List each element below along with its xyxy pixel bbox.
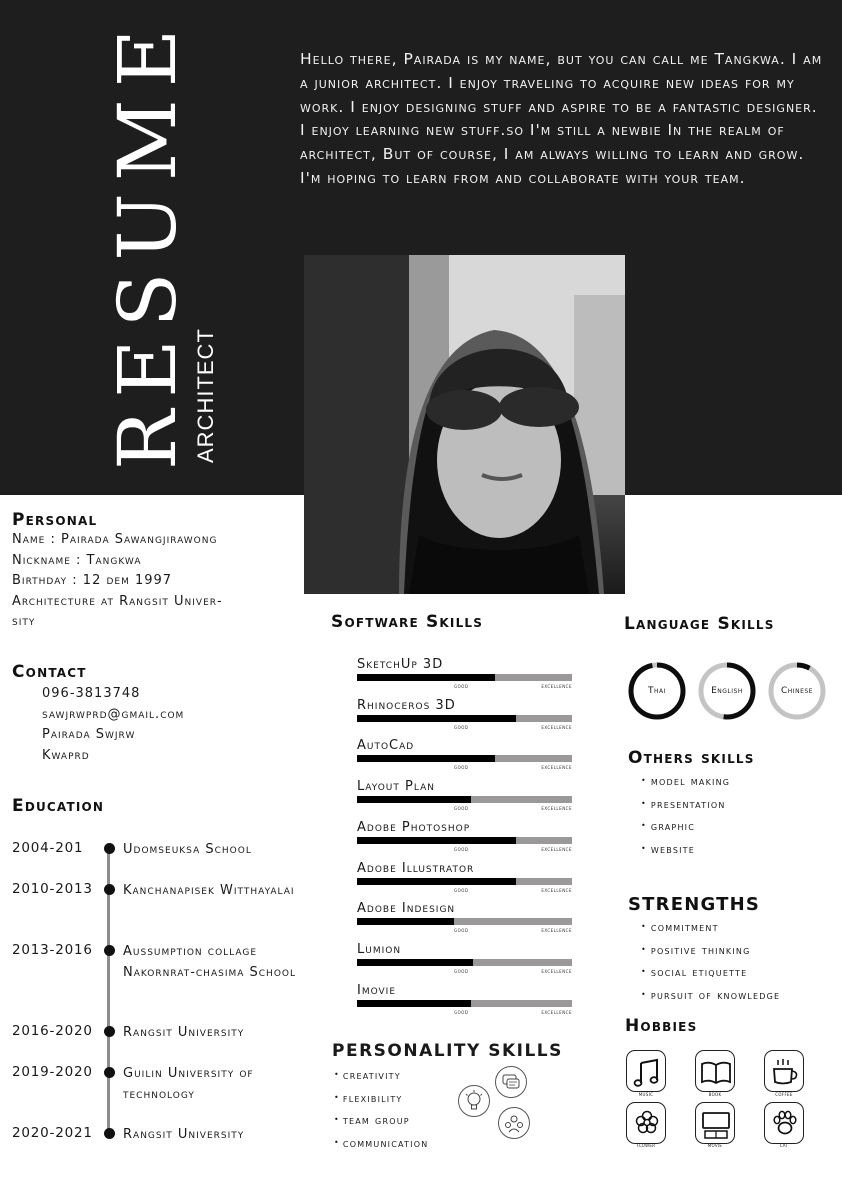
skill-scale-high: excellence bbox=[541, 845, 572, 853]
skill-scale-high: excellence bbox=[541, 886, 572, 894]
strength-item: • positive thinking bbox=[641, 940, 841, 963]
skill-scale-low: good bbox=[454, 1008, 469, 1016]
language-label: Thai bbox=[648, 686, 666, 696]
education-school: Aussumption collage Nakornrat-chasima School bbox=[123, 944, 297, 980]
music-note-icon bbox=[626, 1050, 666, 1092]
software-skill-row bbox=[357, 738, 572, 778]
skill-bar-track bbox=[357, 674, 572, 681]
skill-bar-fill bbox=[357, 918, 454, 925]
skill-bar-fill bbox=[357, 837, 516, 844]
software-skill-name: AutoCad bbox=[357, 738, 415, 754]
skill-bar-track bbox=[357, 837, 572, 844]
flower-icon bbox=[626, 1102, 666, 1144]
education-school: Guilin University of technology bbox=[123, 1066, 254, 1102]
personality-item: • team group bbox=[334, 1110, 474, 1133]
education-heading: Education bbox=[12, 796, 105, 816]
education-year: 2019-2020 bbox=[12, 1064, 93, 1080]
timeline-dot bbox=[104, 1067, 115, 1078]
others-item: • model making bbox=[641, 771, 841, 794]
skill-bar-fill bbox=[357, 959, 473, 966]
skill-scale-low: good bbox=[454, 723, 469, 731]
education-year: 2004-201 bbox=[12, 840, 84, 856]
skill-bar-fill bbox=[357, 674, 495, 681]
language-ring-chinese bbox=[767, 661, 827, 721]
contact-email[interactable]: sawjrwprd@gmail.com bbox=[42, 706, 185, 722]
software-skill-row bbox=[357, 657, 572, 697]
skill-bar-track bbox=[357, 755, 572, 762]
others-item: • graphic bbox=[641, 816, 841, 839]
personal-study: Architecture at Rangsit Univer- bbox=[12, 593, 223, 609]
hobby-label: movie bbox=[707, 1142, 723, 1149]
skill-bar-track bbox=[357, 1000, 572, 1007]
personal-section bbox=[12, 510, 302, 633]
skill-scale-low: good bbox=[454, 683, 469, 690]
skill-scale-high: excellence bbox=[541, 1008, 572, 1016]
software-skill-name: Rhinoceros 3D bbox=[357, 697, 456, 713]
hobbies-heading: Hobbies bbox=[625, 1016, 698, 1036]
skill-scale-low: good bbox=[454, 927, 469, 935]
software-skill-row bbox=[357, 698, 572, 738]
education-year: 2016-2020 bbox=[12, 1023, 93, 1039]
personality-item: • creativity bbox=[334, 1065, 474, 1088]
software-skill-name: Lumion bbox=[357, 941, 402, 957]
hobby-label: flower bbox=[636, 1142, 656, 1149]
software-skill-row bbox=[357, 983, 572, 1023]
language-ring-english bbox=[697, 661, 757, 721]
skill-bar-track bbox=[357, 796, 572, 803]
contact-social-name: Pairada Swjrw bbox=[42, 727, 136, 742]
software-skill-name: Layout Plan bbox=[357, 779, 435, 795]
software-skill-name: SketchUp 3D bbox=[357, 657, 444, 672]
skill-bar-track bbox=[357, 918, 572, 925]
personality-heading: PERSONALITY SKILLS bbox=[332, 1041, 563, 1061]
skill-bar-track bbox=[357, 715, 572, 722]
skill-scale-high: excellence bbox=[541, 927, 572, 935]
personal-name: Name : Pairada Sawangjirawong bbox=[12, 532, 218, 547]
skill-scale-low: good bbox=[454, 805, 469, 813]
others-item: • presentation bbox=[641, 794, 841, 817]
role-title: ARCHITECT bbox=[193, 328, 218, 463]
education-year: 2010-2013 bbox=[12, 881, 93, 897]
timeline-dot bbox=[104, 884, 115, 895]
skill-scale-low: good bbox=[454, 886, 469, 894]
strength-item: • social etiquette bbox=[641, 962, 841, 985]
personality-item: • communication bbox=[334, 1133, 474, 1156]
software-skill-name: Imovie bbox=[357, 982, 397, 998]
personal-birthday: Birthday : 12 dem 1997 bbox=[12, 573, 173, 588]
software-skill-row bbox=[357, 820, 572, 860]
software-skill-row bbox=[357, 861, 572, 901]
others-item: • website bbox=[641, 839, 841, 862]
paw-icon bbox=[764, 1102, 804, 1144]
education-school: Rangsit University bbox=[123, 1025, 245, 1040]
book-icon bbox=[695, 1050, 735, 1092]
intro-text: Hello there, Pairada is my name, but you can call me Tangkwa. I am a junior architect. I enjoy traveling to acquire new ideas for my work. I enjoy designing stuff and aspire to be a fantastic designer. I enjoy learning new stuff.so I'm still a newbie In the realm of architect, But of course, I am always willing to learn and grow. I'm hoping to learn from and collaborate with your team. bbox=[300, 50, 823, 187]
contact-handle: Kwaprd bbox=[42, 747, 90, 763]
language-label: Chinese bbox=[781, 686, 813, 696]
education-school: Rangsit University bbox=[123, 1127, 245, 1142]
personality-list bbox=[334, 1065, 474, 1155]
language-label: English bbox=[711, 686, 743, 696]
profile-photo bbox=[304, 255, 625, 594]
timeline-dot bbox=[104, 945, 115, 956]
software-skill-name: Adobe Illustrator bbox=[357, 860, 475, 876]
skill-scale-low: good bbox=[454, 764, 469, 772]
strength-item: • pursuit of knowledge bbox=[641, 985, 841, 1008]
education-school: Kanchanapisek Witthayalai bbox=[123, 883, 295, 898]
skill-scale-high: excellence bbox=[541, 967, 572, 975]
skill-bar-fill bbox=[357, 715, 516, 722]
strength-item: • commitment bbox=[641, 917, 841, 940]
education-year: 2020-2021 bbox=[12, 1125, 93, 1141]
chat-bubbles-icon bbox=[495, 1066, 527, 1098]
hobby-label: music bbox=[638, 1091, 654, 1098]
software-skill-row bbox=[357, 942, 572, 982]
timeline-dot bbox=[104, 1026, 115, 1037]
skill-scale-low: good bbox=[454, 967, 469, 975]
education-year: 2013-2016 bbox=[12, 942, 93, 958]
software-skill-row bbox=[357, 779, 572, 819]
software-skill-name: Adobe Indesign bbox=[357, 901, 456, 917]
skill-bar-track bbox=[357, 959, 572, 966]
language-ring-thai bbox=[627, 661, 687, 721]
contact-heading: Contact bbox=[12, 662, 87, 682]
team-icon bbox=[498, 1107, 530, 1139]
skill-bar-fill bbox=[357, 796, 471, 803]
software-skill-row bbox=[357, 901, 572, 941]
strengths-heading: STRENGTHS bbox=[628, 894, 761, 915]
contact-phone[interactable]: 096-3813748 bbox=[42, 686, 141, 701]
personal-nickname: Nickname : Tangkwa bbox=[12, 552, 142, 568]
personality-item: • flexibility bbox=[334, 1088, 474, 1111]
lightbulb-icon bbox=[458, 1085, 490, 1117]
tv-icon bbox=[695, 1102, 735, 1144]
hobby-label: cat bbox=[779, 1142, 789, 1149]
skill-scale-high: excellence bbox=[541, 764, 572, 772]
software-skill-name: Adobe Photoshop bbox=[357, 819, 471, 835]
others-heading: Others skills bbox=[628, 748, 755, 768]
personal-study-cont: sity bbox=[12, 614, 36, 629]
others-list bbox=[641, 771, 841, 861]
skill-scale-high: excellence bbox=[541, 723, 572, 731]
hobby-label: book bbox=[708, 1091, 722, 1098]
skill-bar-fill bbox=[357, 1000, 471, 1007]
strengths-list bbox=[641, 917, 841, 1007]
contact-section bbox=[12, 662, 302, 766]
personal-heading: Personal bbox=[12, 510, 98, 530]
software-heading: Software Skills bbox=[331, 612, 484, 632]
skill-bar-track bbox=[357, 878, 572, 885]
timeline-dot bbox=[104, 1128, 115, 1139]
skill-scale-low: good bbox=[454, 845, 469, 853]
resume-title: RESUME bbox=[101, 16, 194, 470]
education-school: Udomseuksa School bbox=[123, 842, 252, 857]
skill-scale-high: excellence bbox=[541, 805, 572, 813]
skill-scale-high: excellence bbox=[541, 683, 572, 690]
skill-bar-fill bbox=[357, 878, 516, 885]
skill-bar-fill bbox=[357, 755, 495, 762]
coffee-cup-icon bbox=[764, 1050, 804, 1092]
hobby-label: coffee bbox=[775, 1091, 793, 1098]
timeline-dot bbox=[104, 843, 115, 854]
language-heading: Language Skills bbox=[624, 614, 775, 634]
